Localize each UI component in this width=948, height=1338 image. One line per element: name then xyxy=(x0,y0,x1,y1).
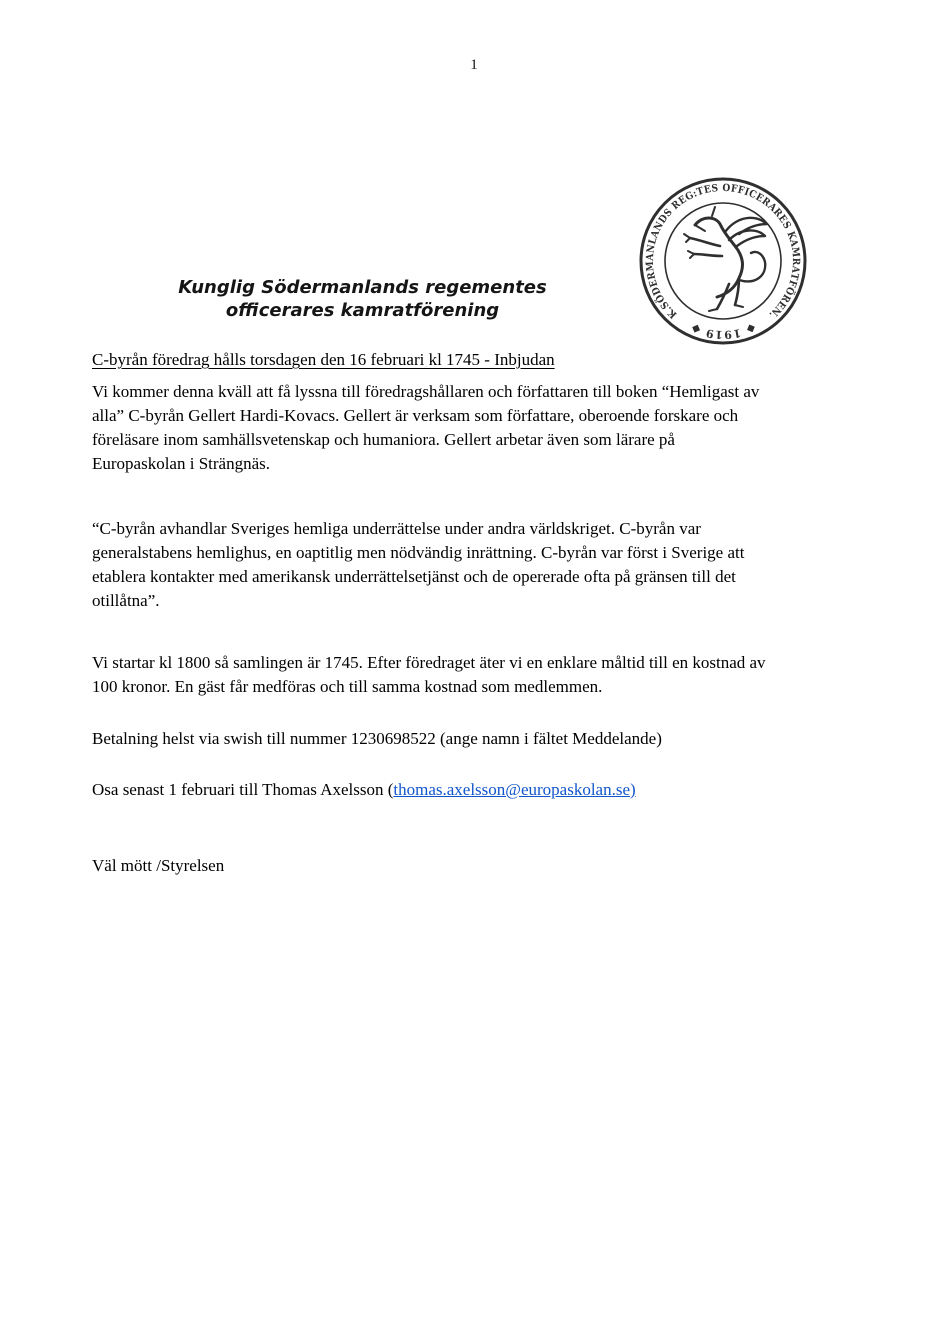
intro-line: föreläsare inom samhällsvetenskap och humaniora. Gellert arbetar även som lärare på xyxy=(92,430,675,449)
quote-line: generalstabens hemlighus, en oaptitlig men nödvändig inrättning. C-byrån var först i Sverige att xyxy=(92,543,745,562)
paragraph-intro xyxy=(92,380,892,476)
invitation-heading: C-byrån föredrag hålls torsdagen den 16 februari kl 1745 - Inbjudan xyxy=(92,350,555,369)
paragraph-payment-info xyxy=(92,727,892,751)
paragraph-rsvp xyxy=(92,778,892,802)
page-number: 1 xyxy=(470,57,478,73)
seal-rings-icon xyxy=(641,179,805,343)
intro-line: alla” C-byrån Gellert Hardi-Kovacs. Gellert är verksam som författare, oberoende forskare och xyxy=(92,406,739,425)
regiment-seal-logo xyxy=(632,176,814,346)
quote-line: otillåtna”. xyxy=(92,591,160,610)
details-line: Vi startar kl 1800 så samlingen är 1745. Efter föredraget äter vi en enklare måltid till en kostnad av xyxy=(92,653,766,672)
paragraph-book-quote xyxy=(92,517,892,613)
rsvp-text: Osa senast 1 februari till Thomas Axelsson ( xyxy=(92,780,394,799)
quote-line: etablera kontakter med amerikansk underrättelsetjänst och de opererade ofta på gränsen till det xyxy=(92,567,736,586)
details-line: 100 kronor. En gäst får medföras och till samma kostnad som medlemmen. xyxy=(92,677,603,696)
intro-line: Vi kommer denna kväll att få lyssna till föredragshållaren och författaren till boken “Hemligast av xyxy=(92,382,760,401)
intro-line: Europaskolan i Strängnäs. xyxy=(92,454,270,473)
seal-year-text: ◆ 1919 ◆ xyxy=(688,321,758,342)
organization-name-line2: officerares kamratförening xyxy=(225,300,500,321)
paragraph-event-details xyxy=(92,651,892,699)
email-link[interactable]: thomas.axelsson@europaskolan.se) xyxy=(393,780,636,799)
payment-line: Betalning helst via swish till nummer 1230698522 (ange namn i fältet Meddelande) xyxy=(92,729,662,748)
organization-name xyxy=(92,276,633,322)
organization-name-line1: Kunglig Södermanlands regementes xyxy=(178,277,547,298)
signoff-line: Väl mött /Styrelsen xyxy=(92,856,225,875)
quote-line: “C-byrån avhandlar Sveriges hemliga underrättelse under andra världskriget. C-byrån var xyxy=(92,519,701,538)
seal-ring-text: K.SÖDERMANLANDS REG:TES OFFICERARES KAMRATFÖREN. xyxy=(644,182,802,321)
paragraph-signoff xyxy=(92,854,892,878)
